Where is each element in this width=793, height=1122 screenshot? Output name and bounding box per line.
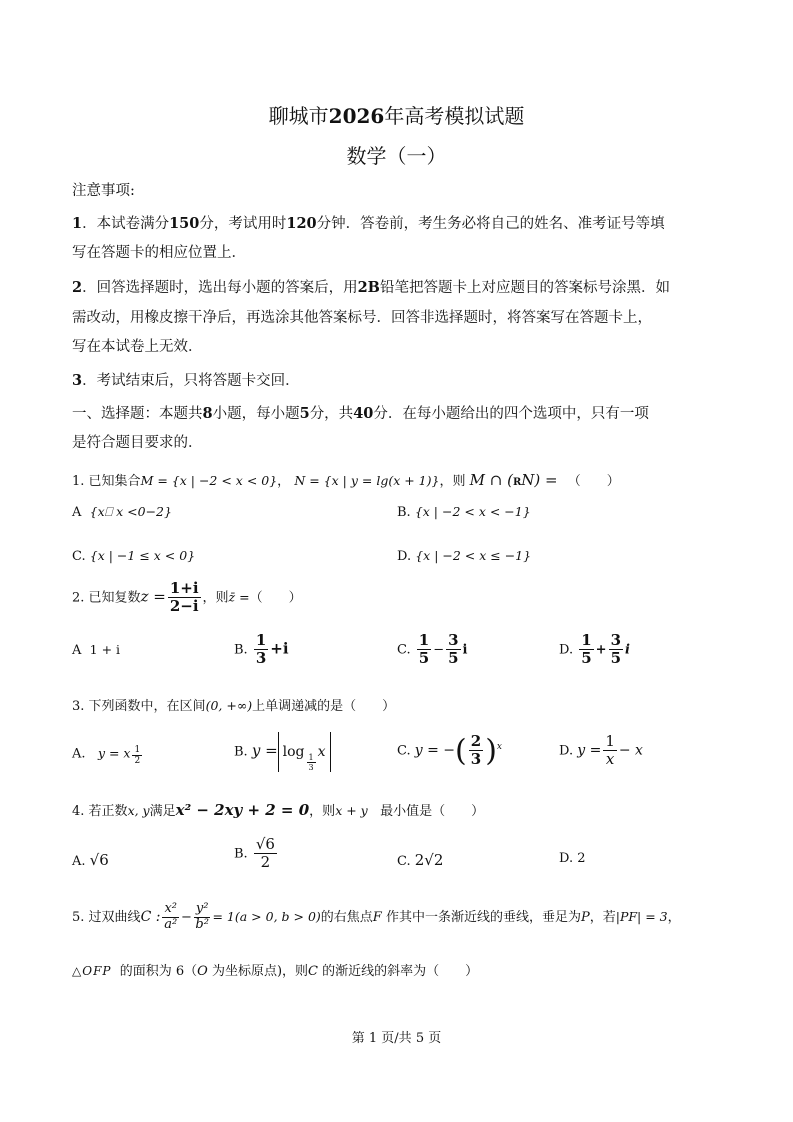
set-n: N = {x | y = lg(x + 1)} (294, 473, 440, 488)
q1-option-b[interactable] (397, 504, 531, 520)
x-term (162, 902, 179, 933)
q3-option-b[interactable] (234, 732, 331, 772)
notice-text: 分钟．答卷前，考生务必将自己的姓名、准考证号等填 (316, 216, 665, 232)
interval: (0, +∞) (205, 698, 253, 713)
denominator: x (605, 750, 615, 769)
q1-option-c[interactable] (72, 548, 195, 564)
question-text: ，则 (202, 590, 229, 606)
denominator: 5 (581, 649, 592, 668)
question-text: 过双曲线 (88, 909, 141, 925)
option-label: A. (72, 854, 86, 869)
log-text: log (282, 744, 305, 760)
question-text: 作其中一条渐近线的垂线，垂足为 (385, 909, 581, 925)
option-label: A. (72, 746, 86, 762)
q2-option-d[interactable] (559, 632, 630, 668)
question-text: ，若 (589, 909, 616, 925)
section-count: 8 (202, 405, 213, 422)
question-text: 的右焦点 (320, 909, 373, 925)
option-label: B. (397, 505, 411, 520)
question-text: 为坐标原点)，则 (211, 964, 309, 979)
question-text: 的面积为 6（ (119, 964, 198, 979)
separator: ， (277, 474, 291, 489)
option-lhs: y = − (414, 742, 456, 759)
pf-length: |PF| = 3 (615, 908, 668, 924)
left-paren: ( (455, 733, 467, 769)
q3-option-c[interactable] (397, 733, 502, 769)
option-fraction (579, 632, 593, 668)
triangle-label: △OFP (72, 964, 112, 978)
log-arg: x (317, 744, 326, 760)
exponent: x (496, 741, 502, 752)
section-heading-line2: 是符合题目要求的． (72, 435, 203, 451)
option-value: 2√2 (414, 851, 444, 869)
origin-label: O (197, 964, 208, 979)
question-text: 已知集合 (88, 474, 141, 489)
option-fraction (254, 836, 277, 872)
denominator: 5 (418, 649, 430, 668)
option-value: {x | −1 ≤ x < 0} (89, 548, 196, 563)
notice-text: 铅笔把答题卡上对应题目的答案标号涂黑．如 (379, 280, 670, 296)
notice-item-3 (72, 369, 722, 390)
option-label: B. (234, 846, 248, 862)
item-number: 1 (72, 215, 83, 232)
question-4-stem (72, 800, 484, 819)
page-title (0, 100, 793, 129)
sum-expression: x + y (335, 803, 368, 818)
option-value: {x | −2 < x ≤ −1} (415, 548, 532, 563)
question-5-stem (72, 902, 681, 933)
denominator: 2−i (169, 597, 199, 616)
question-number: 2. (72, 590, 85, 606)
focus-label: F (372, 909, 382, 925)
option-label: C. (397, 854, 411, 869)
numerator: 1 (418, 631, 430, 649)
denominator: 5 (610, 649, 622, 668)
q4-option-c[interactable] (397, 851, 443, 869)
numerator: 1+i (169, 579, 199, 597)
denominator: 2 (134, 756, 141, 767)
hyperbola-ref: C (308, 964, 318, 979)
option-fraction (446, 632, 460, 668)
option-label: C. (397, 642, 411, 658)
item-number: 3 (72, 372, 83, 389)
question-number: 1. (72, 474, 85, 489)
question-text: 若正数 (88, 804, 128, 819)
notice-item-1 (72, 212, 722, 233)
option-label: A (72, 643, 82, 658)
hyperbola-label: C : (140, 908, 161, 925)
question-text: ，则 (309, 804, 336, 819)
q3-option-d[interactable] (559, 733, 643, 769)
section-text: 分，共 (309, 406, 354, 422)
option-tail: − x (618, 742, 643, 759)
set-expression (470, 471, 558, 489)
option-fraction (417, 632, 431, 668)
expr-part: N) = (521, 471, 558, 489)
y-term (194, 902, 211, 933)
denominator: 2 (260, 853, 271, 872)
item-number: 2 (72, 279, 83, 296)
question-text: 下列函数中，在区间 (88, 699, 206, 714)
answer-blank: （ ） (567, 474, 620, 489)
option-label: C. (397, 743, 411, 759)
question-2-stem (72, 580, 302, 616)
option-label: B. (234, 642, 248, 658)
real-set-symbol: R (512, 477, 522, 488)
log-base (307, 753, 316, 772)
denominator: 5 (448, 649, 459, 668)
right-paren: ) (485, 733, 497, 769)
q2-option-b[interactable] (234, 632, 289, 668)
denominator: 3 (308, 762, 314, 772)
section-text: 小题，每小题 (212, 406, 300, 422)
page-subtitle (0, 140, 793, 169)
numerator: √6 (255, 835, 275, 853)
z-conjugate: z̄ = (228, 589, 250, 605)
question-text: ，则 (439, 474, 466, 489)
q1-option-d[interactable] (397, 548, 531, 564)
question-text: 满足 (149, 804, 176, 819)
option-value: {x⎕ x <0−2} (89, 504, 172, 519)
subtitle-text: 数学（一） (346, 144, 447, 168)
option-label: B. (234, 744, 248, 760)
option-base: y = x (97, 745, 131, 761)
question-number: 3. (72, 699, 85, 714)
notice-item-2-line2: 需改动，用橡皮擦干净后，再选涂其他答案标号．回答非选择题时，将答案写在答题卡上， (72, 310, 652, 326)
title-year: 2026 (328, 104, 385, 128)
question-3-stem (72, 695, 395, 714)
notice-minutes: 120 (286, 215, 317, 232)
option-label: D. (559, 851, 574, 866)
question-text: 上单调递减的是（ ） (252, 699, 396, 714)
notice-item-1-line2: 写在答题卡的相应位置上． (72, 245, 246, 261)
section-text: 分．在每小题给出的四个选项中，只有一项 (373, 406, 649, 422)
condition: = 1(a > 0, b > 0) (212, 908, 321, 924)
equation: x² − 2xy + 2 = 0 (175, 801, 310, 819)
option-lhs: y = (577, 742, 602, 759)
notice-text: ．考试结束后，只将答题卡交回． (82, 373, 300, 389)
question-number: 5. (72, 909, 85, 925)
numerator: 3 (610, 631, 622, 649)
numerator: y² (195, 901, 209, 916)
variables: x, y (127, 803, 150, 818)
operator: − (433, 642, 445, 658)
expr-part: M ∩ ( (469, 471, 513, 489)
option-value: {x | −2 < x < −1} (414, 504, 531, 519)
option-fraction (469, 733, 483, 769)
denominator: b² (195, 916, 209, 932)
option-fraction (254, 632, 268, 668)
question-1-stem (72, 470, 620, 489)
operator: + (595, 642, 607, 658)
page-footer: 第 1 页/共 5 页 (351, 1031, 442, 1046)
option-fraction (603, 733, 617, 769)
notice-text: 分，考试用时 (199, 216, 287, 232)
option-label: D. (397, 549, 412, 564)
option-value: 1 + i (89, 642, 121, 657)
section-text: 一、选择题：本题共 (72, 406, 203, 422)
answer-blank: （ ） (249, 590, 302, 606)
numerator: 2 (470, 732, 482, 750)
question-text: 最小值是（ ） (380, 804, 485, 819)
z-fraction (168, 580, 201, 616)
option-label: D. (559, 743, 574, 759)
option-label: C. (72, 549, 86, 564)
q4-option-d[interactable] (559, 851, 586, 866)
title-city: 聊城市 (268, 104, 329, 128)
operator: − (181, 909, 192, 925)
title-suffix: 年高考模拟试题 (384, 104, 525, 128)
separator: ， (667, 909, 681, 925)
q3-option-a[interactable] (72, 745, 144, 767)
numerator: x² (164, 901, 177, 916)
question-text: 已知复数 (88, 590, 141, 606)
numerator: 1 (581, 631, 592, 649)
notice-item-2 (72, 276, 722, 297)
denominator: 3 (470, 750, 482, 769)
set-m: M = {x | −2 < x < 0} (140, 473, 278, 488)
imaginary-unit: i (462, 642, 468, 658)
option-lhs: y = (251, 741, 278, 760)
option-fraction (609, 632, 623, 668)
numerator: 1 (605, 732, 615, 750)
q2-option-c[interactable] (397, 632, 468, 668)
question-text: 的渐近线的斜率为（ ） (322, 964, 479, 979)
option-label: D. (559, 642, 574, 658)
section-points: 5 (299, 405, 310, 422)
foot-label: P (580, 909, 590, 925)
q1-option-a[interactable] (72, 504, 172, 520)
numerator: 1 (255, 631, 267, 649)
notice-heading: 注意事项: (72, 183, 135, 199)
question-number: 4. (72, 804, 85, 819)
option-value: 2 (577, 851, 586, 866)
section-heading (72, 402, 722, 423)
denominator: 3 (255, 649, 267, 668)
numerator: 1 (134, 745, 141, 755)
notice-text: ．回答选择题时，选出每小题的答案后，用 (82, 280, 358, 296)
option-tail: +i (270, 639, 289, 658)
numerator: 3 (448, 631, 459, 649)
numerator: 1 (308, 752, 314, 762)
imaginary-unit: i (625, 642, 630, 658)
q4-option-a[interactable] (72, 851, 109, 869)
notice-score: 150 (169, 215, 200, 232)
exponent-fraction (132, 745, 142, 767)
question-5-line2 (72, 960, 478, 979)
q2-option-a[interactable] (72, 642, 120, 658)
z-equals: z = (140, 587, 166, 606)
option-label: A (72, 505, 82, 520)
absolute-value (278, 732, 331, 772)
section-total: 40 (353, 405, 374, 422)
denominator: a² (164, 916, 178, 932)
q4-option-b[interactable] (234, 836, 279, 872)
notice-text: ．本试卷满分 (82, 216, 170, 232)
notice-item-2-line3: 写在本试卷上无效． (72, 339, 203, 355)
option-value: √6 (89, 851, 109, 869)
pencil-grade: 2B (357, 279, 380, 296)
